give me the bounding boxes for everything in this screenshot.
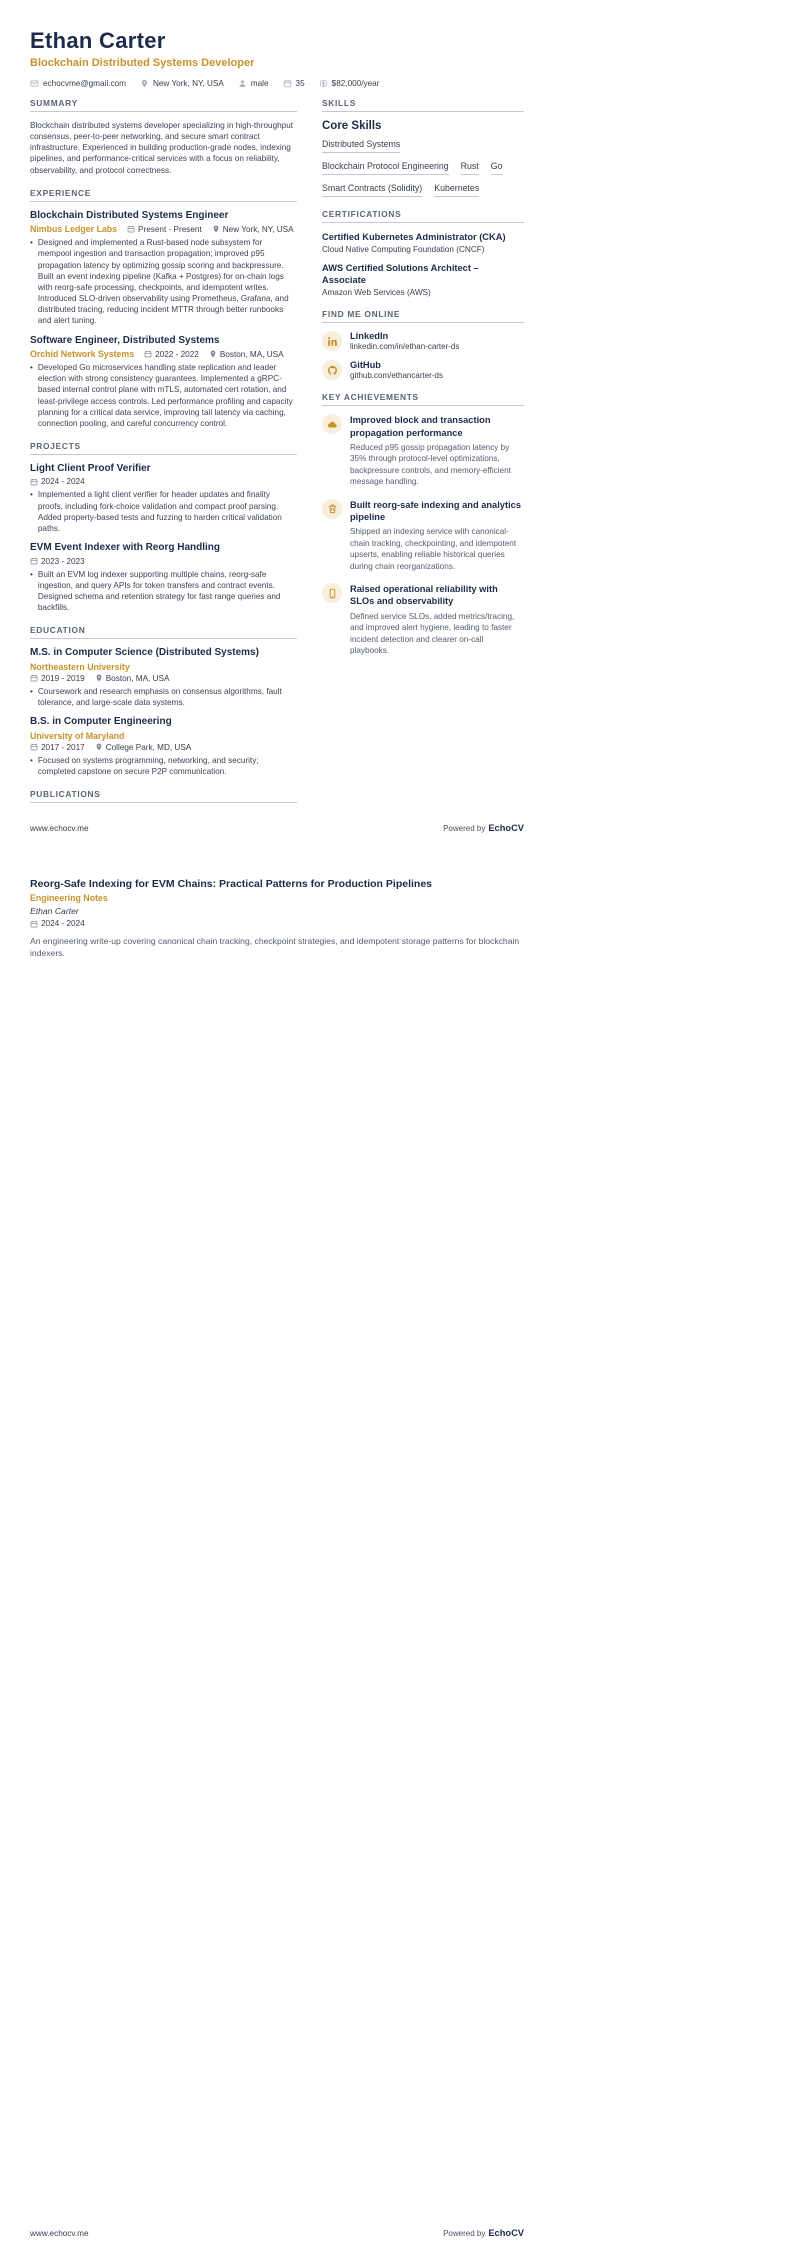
project-entry [30,463,297,534]
powered-by [443,823,524,833]
education-location: College Park, MD, USA [95,743,192,752]
trash-icon [322,499,342,519]
contact-gender [238,79,269,88]
project-bullets [30,569,297,614]
education-dates: 2017 - 2017 [30,743,85,752]
location-icon [212,225,220,233]
calendar-icon [30,557,38,565]
section-find-me-online [322,309,524,380]
education-degree: M.S. in Computer Science (Distributed Systems) [30,647,259,659]
education-heading: EDUCATION [30,625,297,639]
key-achievements-heading: KEY ACHIEVEMENTS [322,392,524,406]
experience-bullets [30,362,297,429]
certification-entry [322,262,524,297]
experience-entry [30,335,297,429]
summary-text: Blockchain distributed systems developer specializing in high-throughput consensus, peer-to-peer networking, and secure smart contract infrastructure. Experienced in building production-grade nodes, indexing pipelines, and performance-critical services with a focus on reliability, observability, and protocol correctness. [30,121,294,175]
echocv-brand: EchoCV [488,2228,524,2238]
project-bullet: • Implemented a light client verifier for header updates and finality proofs, including fork-choice validation and compact proof parsing. Added property-based tests and fuzzing to harden critical validation paths. [30,489,297,534]
skill-item: Blockchain Protocol Engineering [322,161,449,175]
skills-group-title: Core Skills [322,120,382,132]
contact-email-text: echocvme@gmail.com [43,79,126,88]
experience-location: New York, NY, USA [212,225,294,234]
achievement-text [350,499,524,572]
education-location: Boston, MA, USA [95,674,170,683]
contact-location [140,79,224,88]
resume-page-1 [0,0,794,841]
resume-header [30,28,524,88]
education-meta-row [30,674,297,683]
online-profile-label: GitHub [350,360,381,371]
project-bullet: • Built an EVM log indexer supporting multiple chains, reorg-safe ingestion, and query APIs for token transfers and contract events. Designed schema and retention strategy for fast range queries and backfills. [30,569,297,614]
skill-item: Rust [461,161,479,175]
section-experience [30,188,297,429]
education-bullet: • Coursework and research emphasis on consensus algorithms, fault tolerance, and large-scale data systems. [30,686,297,708]
calendar-icon [30,674,38,682]
certification-issuer: Cloud Native Computing Foundation (CNCF) [322,245,485,255]
experience-bullets [30,237,297,326]
online-profile-github[interactable] [322,360,524,380]
mobile-icon [322,583,342,603]
education-entry [30,647,297,708]
location-icon [95,674,103,682]
project-meta-row [30,557,297,566]
footer-site-link[interactable]: www.echocv.me [30,2229,89,2238]
echocv-brand: EchoCV [488,822,524,833]
experience-heading: EXPERIENCE [30,188,297,202]
certification-name: Certified Kubernetes Administrator (CKA) [322,232,506,242]
achievement-entry [322,499,524,572]
contact-age-text: 35 [295,79,305,88]
experience-dates: Present - Present [127,225,202,234]
education-degree: B.S. in Computer Engineering [30,716,172,728]
publication-dates: 2024 - 2024 [30,919,85,928]
experience-job-title: Blockchain Distributed Systems Engineer [30,209,229,221]
contact-email[interactable] [30,79,126,88]
publication-author: Ethan Carter [30,906,79,917]
skill-item: Smart Contracts (Solidity) [322,183,422,197]
experience-company: Orchid Network Systems [30,349,135,360]
location-icon [140,79,149,88]
calendar-icon [30,478,38,486]
experience-meta-row [30,349,297,359]
experience-entry [30,210,297,327]
contact-salary [319,79,380,88]
footer-site-link[interactable]: www.echocv.me [30,823,89,833]
certification-issuer: Amazon Web Services (AWS) [322,288,431,298]
achievement-description: Reduced p95 gossip propagation latency by 35% through protocol-level optimizations, backpressure controls, and memory-efficient message handling. [350,442,511,487]
github-icon [322,360,342,380]
project-meta-row [30,477,297,486]
calendar-icon [30,743,38,751]
find-me-online-heading: FIND ME ONLINE [322,309,524,323]
experience-meta-row [30,224,297,234]
publication-description: An engineering write-up covering canonical chain tracking, checkpoint strategies, and idempotent storage patterns for blockchain indexers. [30,936,520,959]
online-profile-label: LinkedIn [350,331,389,342]
certifications-heading: CERTIFICATIONS [322,209,524,223]
calendar-icon [30,920,38,928]
powered-by [443,2228,524,2238]
skills-heading: SKILLS [322,98,524,112]
contact-gender-text: male [250,79,269,88]
contact-row [30,79,524,88]
publications-heading: PUBLICATIONS [30,789,297,803]
publication-title: Reorg-Safe Indexing for EVM Chains: Practical Patterns for Production Pipelines [30,877,432,890]
achievement-entry [322,583,524,656]
education-school: Northeastern University [30,661,130,672]
skill-item: Distributed Systems [322,139,400,153]
section-skills [322,98,524,197]
experience-dates: 2022 - 2022 [144,350,199,359]
powered-by-prefix: Powered by [443,2229,486,2238]
projects-heading: PROJECTS [30,441,297,455]
experience-bullet: • Developed Go microservices handling state replication and leader election with strong consistency guarantees. Implemented a gRPC-based internal control plane with mTLS, automated cert rotation, and least-privilege access controls. Led performance profiling and capacity planning for a critical data service, improving tail latency via caching, connection pooling, and careful concurrency control. [30,362,297,429]
experience-bullet: • Designed and implemented a Rust-based node subsystem for mempool ingestion and transaction propagation; improved p95 propagation latency by optimizing gossip scoring and backpressure. Built an event indexing pipeline (Kafka + Postgres) for on-chain logs with reorg-safe processing, checkpoints, and idempotent writes. Introduced SLO-driven observability using Prometheus, Grafana, and distributed tracing, reducing incident MTTR through better runbooks and alert tuning. [30,237,297,326]
location-icon [209,350,217,358]
skill-item: Kubernetes [434,183,479,197]
education-entry [30,716,297,777]
experience-company: Nimbus Ledger Labs [30,224,118,235]
project-title: EVM Event Indexer with Reorg Handling [30,542,221,554]
project-dates: 2023 - 2023 [30,557,85,566]
left-column [30,96,297,811]
project-bullets [30,489,297,534]
achievement-title: Improved block and transaction propagation performance [350,415,491,438]
online-profile-linkedin[interactable] [322,331,524,351]
education-dates: 2019 - 2019 [30,674,85,683]
education-bullets [30,686,297,708]
achievement-text [350,414,524,487]
contact-salary-text: $82,000/year [331,79,380,88]
right-column [322,96,524,811]
achievement-description: Defined service SLOs, added metrics/tracing, and improved alert hygiene, leading to faster incident detection and clearer on-call playbooks. [350,611,515,656]
skill-item: Go [491,161,503,175]
achievement-entry [322,414,524,487]
section-education [30,625,297,777]
section-certifications [322,209,524,297]
calendar-icon [127,225,135,233]
contact-age [283,79,305,88]
education-bullets [30,755,297,777]
resume-page-2 [0,841,794,960]
calendar-icon [283,79,292,88]
calendar-icon [144,350,152,358]
education-bullet: • Focused on systems programming, networking, and security; completed capstone on secure P2P communication. [30,755,297,777]
online-profile-text [350,360,443,380]
achievement-title: Built reorg-safe indexing and analytics pipeline [350,499,521,522]
online-profile-url: linkedin.com/in/ethan-carter-ds [350,342,460,352]
person-name: Ethan Carter [30,28,166,53]
location-icon [95,743,103,751]
page1-footer [30,823,524,833]
project-dates: 2024 - 2024 [30,477,85,486]
person-role: Blockchain Distributed Systems Developer [30,57,255,69]
dollar-icon [319,79,328,88]
education-school: University of Maryland [30,730,125,741]
skills-list [322,139,524,197]
summary-heading: SUMMARY [30,98,297,112]
contact-location-text: New York, NY, USA [152,79,224,88]
section-key-achievements [322,392,524,656]
section-projects [30,441,297,613]
achievement-description: Shipped an indexing service with canonical-chain tracking, checkpointing, and idempotent upserts, enabling reliable historical queries during chain reorganizations. [350,527,517,571]
experience-location: Boston, MA, USA [209,350,284,359]
certification-name: AWS Certified Solutions Architect – Associate [322,263,479,286]
experience-job-title: Software Engineer, Distributed Systems [30,334,220,346]
section-summary [30,98,297,176]
certification-entry [322,231,524,254]
achievement-title: Raised operational reliability with SLOs and observability [350,584,498,607]
powered-by-prefix: Powered by [443,823,486,833]
online-profile-url: github.com/ethancarter-ds [350,371,443,381]
education-meta-row [30,743,297,752]
project-title: Light Client Proof Verifier [30,462,151,474]
linkedin-icon [322,331,342,351]
page2-footer [30,2228,524,2238]
cloud-icon [322,414,342,434]
person-icon [238,79,247,88]
achievement-text [350,583,524,656]
publication-publisher: Engineering Notes [30,893,108,904]
publication-entry [30,877,524,960]
online-profile-text [350,331,459,351]
publication-meta-row [30,919,524,928]
project-entry [30,542,297,613]
email-icon [30,79,39,88]
